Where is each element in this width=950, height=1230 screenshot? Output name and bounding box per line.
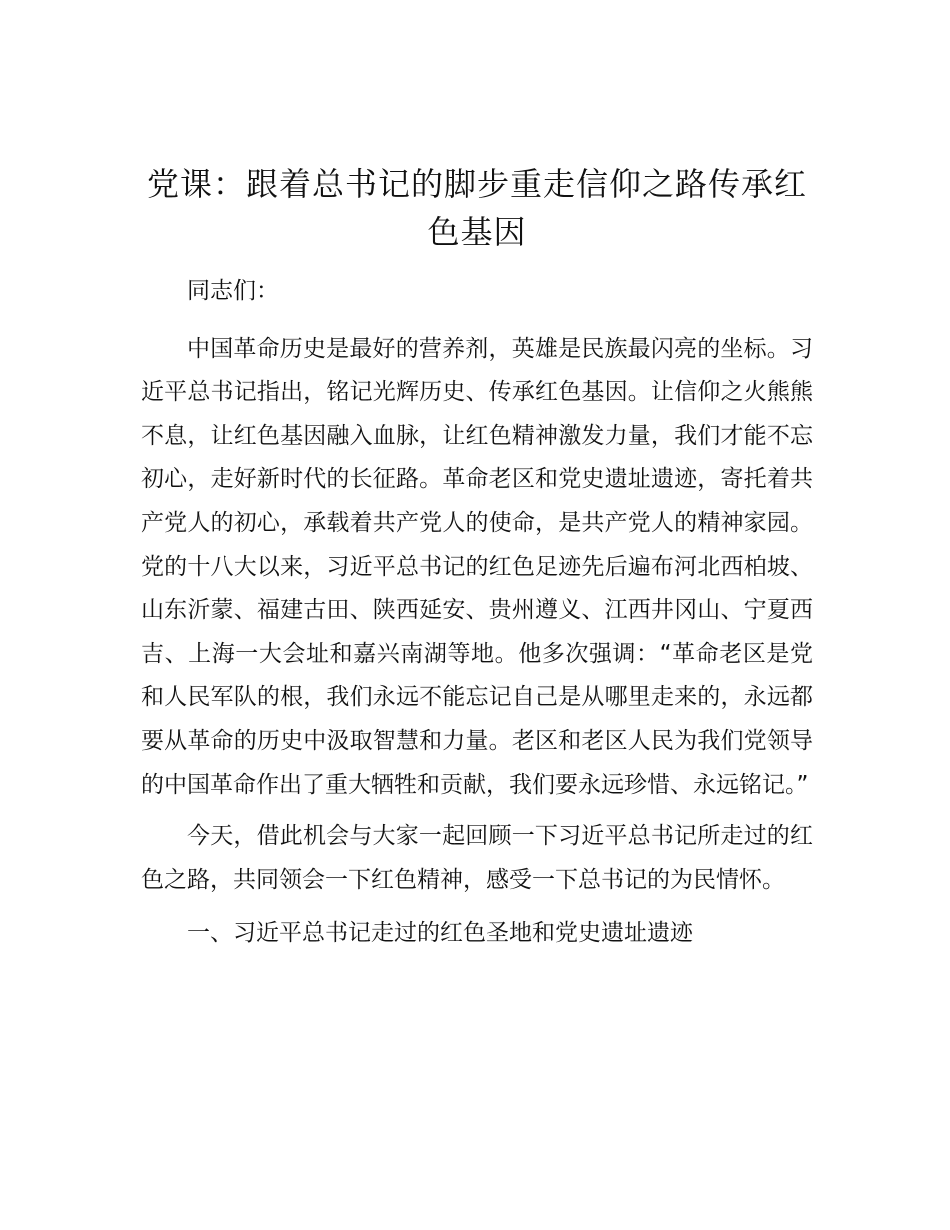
paragraph: 今天，借此机会与大家一起回顾一下习近平总书记所走过的红色之路，共同领会一下红色精神，感受一下总书记的为民情怀。: [141, 823, 813, 893]
salutation: 同志们：: [187, 278, 279, 304]
section-heading: 一、习近平总书记走过的红色圣地和党史遗址遗迹: [187, 920, 693, 947]
document-body: [141, 160, 813, 964]
document-title: 党课：跟着总书记的脚步重走信仰之路传承红色基因: [146, 165, 807, 251]
paragraph: 中国革命历史是最好的营养剂，英雄是民族最闪亮的坐标。习近平总书记指出，铭记光辉历史、传承红色基因。让信仰之火熊熊不息，让红色基因融入血脉，让红色精神激发力量，我们才能不忘初心，走好新时代的长征路。革命老区和党史遗址遗迹，寄托着共产党人的初心，承载着共产党人的使命，是共产党人的精神家园。党的十八大以来，习近平总书记的红色足迹先后遍布河北西柏坡、山东沂蒙、福建古田、陕西延安、贵州遵义、江西井冈山、宁夏西吉、上海一大会址和嘉兴南湖等地。他多次强调：“革命老区是党和人民军队的根，我们永远不能忘记自己是从哪里走来的，永远都要从革命的历史中汲取智慧和力量。老区和老区人民为我们党领导的中国革命作出了重大牺牲和贡献，我们要永远珍惜、永远铭记。”: [141, 335, 813, 798]
